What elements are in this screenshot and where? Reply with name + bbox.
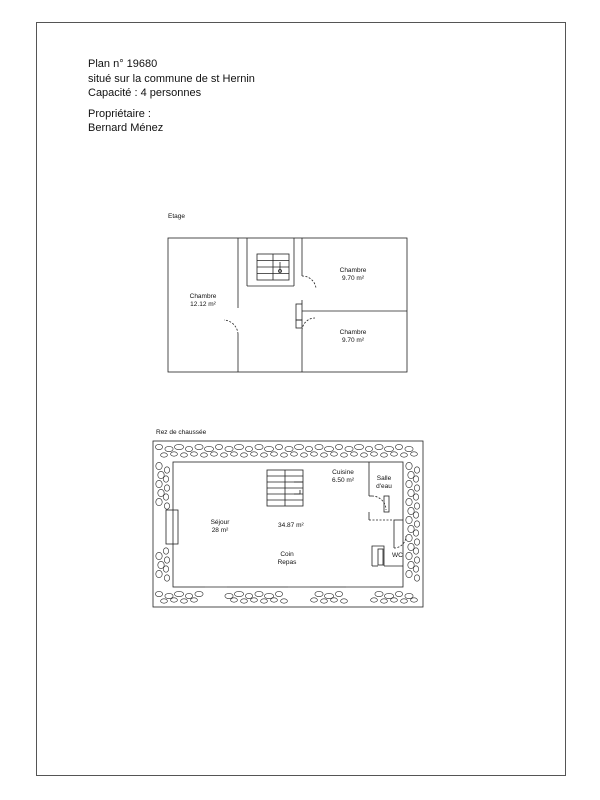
room-label-cuisine: Cuisine 6.50 m² xyxy=(331,469,355,484)
room-label-wc: WC xyxy=(392,552,403,559)
door-leaf xyxy=(296,304,302,320)
plan-number: Plan n° 19680 xyxy=(88,58,158,70)
room-label-chambre-3: Chambre 9.70 m² xyxy=(339,329,367,344)
window xyxy=(166,510,178,544)
owner-label: Propriétaire : xyxy=(88,107,151,120)
room-label-chambre-2: Chambre 9.70 m² xyxy=(339,267,367,282)
door-swing xyxy=(302,318,315,330)
wc-fixture xyxy=(378,549,383,565)
commune: situé sur la commune de st Hernin xyxy=(88,72,255,85)
upper-floor-title: Etage xyxy=(168,213,185,220)
room-label-sejour: Séjour 28 m² xyxy=(210,519,230,534)
door-swing xyxy=(302,276,316,288)
room-label-coin-repas: Coin Repas xyxy=(277,551,297,566)
ground-floor-title: Rez de chaussée xyxy=(156,429,207,436)
door-swing xyxy=(394,536,406,548)
capacity: Capacité : 4 personnes xyxy=(88,87,202,99)
room-label-salle-deau: Salle d'eau xyxy=(376,475,392,490)
door-leaf xyxy=(296,320,302,328)
total-area-label: 34.87 m² xyxy=(278,522,304,529)
owner-name: Bernard Ménez xyxy=(88,122,164,134)
door-swing xyxy=(224,320,238,334)
room-label-chambre-1: Chambre 12.12 m² xyxy=(189,293,217,308)
